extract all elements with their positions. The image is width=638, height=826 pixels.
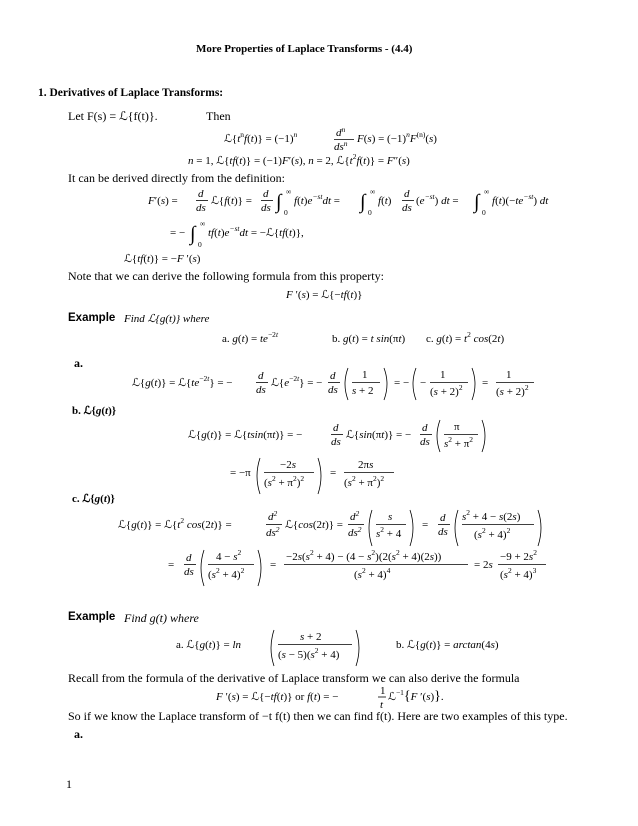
svg-text:d: d [422,422,428,434]
svg-text:s + 2: s + 2 [352,385,374,397]
svg-text:(s2 + 4)4: $(s^2 + 4)^4$ [354,566,391,581]
svg-text:(s + 2)2: $(s + 2)^2$ [496,383,529,398]
svg-text:(s2 + π2)2: $(s^2 + \pi^2)^2$ [344,474,385,489]
svg-text:∫: ∫ [276,191,282,213]
svg-text:ℒ{g(t)} = ℒ{t2 cos(2t)} =: ℒ{g(t)} = $ℒ\{t^2$ cos(2t)} = [118,516,232,531]
derivation-line-3 [124,250,284,268]
svg-text:∫: ∫ [474,191,480,213]
svg-text:b. g(t) = t sin(πt): b. g(t) = t sin(πt) [332,333,406,345]
svg-text:=: = [168,559,175,571]
svg-text:d: d [333,422,339,434]
svg-text:d2: $d^2$ [268,509,278,523]
svg-text:= −: = − [394,377,410,389]
svg-text:=: = [270,559,277,571]
svg-text:ℒ−1{F ′(s)}.: ℒ$^{-1}${F ′(s)}. [388,688,444,704]
svg-text:s2 + 4 − s(2s): $s^2 + 4 - s(2s)$ [462,508,521,523]
svg-text:tf(t)e−stdt = −ℒ{tf(t)},: $tf(t)e^{-st}dt$ = −ℒ{tf(t)}, [208,224,304,239]
example-1-c-solution-2 [168,548,568,588]
svg-text:2πs: 2πs [358,459,374,471]
svg-text:d: d [198,188,204,200]
svg-text:−9 + 2s2: $-9 + 2s^2$ [500,548,537,563]
svg-text:(s2 + 4)2: $(s^2 + 4)^2$ [474,526,511,541]
derivation-line-1 [148,184,568,220]
svg-text:d: d [404,188,410,200]
svg-text:1: 1 [362,369,368,381]
svg-text:−: − [420,377,427,389]
svg-text:(s − 5)(s2 + 4): $(s - 5)(s^2 + 4)$ [278,646,340,661]
svg-text:ds: ds [196,202,206,214]
recall-text: Recall from the formula of the derivative of Laplace transform we can also derive the formula [68,671,520,685]
svg-text:(e−st) dt =: $(e^{-st})$ dt = [416,192,459,207]
intro-then: Then [206,109,231,123]
svg-text:F′(s) =: F′(s) = [148,195,178,207]
svg-text:ds: ds [438,526,448,538]
svg-text:s2 + 4: $s^2 + 4$ [376,525,402,540]
svg-text:d: d [263,188,269,200]
svg-text:ds: ds [256,384,266,396]
svg-text:−2s: −2s [280,459,296,471]
svg-text:s: s [388,511,393,523]
example-1-b-label [72,402,172,420]
svg-text:∫: ∫ [360,191,366,213]
svg-text:d: d [440,512,446,524]
svg-text:b. ℒ{g(t)}: b. ℒ{g(t)} [72,405,117,417]
svg-text:c. g(t) = t2 cos(2t): c. $g(t) = t^2$ cos(2t) [426,330,505,345]
example-2-prompt: Find g(t) where [124,611,199,625]
svg-text:d: d [330,370,336,382]
svg-text:ds: ds [184,566,194,578]
example-1-parts [222,330,542,348]
example-1-a-label: a. [74,356,83,370]
svg-text:ds: ds [261,202,271,214]
svg-text:dsn: $ds^n$ [334,139,348,153]
svg-text:a. g(t) = te−2t: a. $g(t) = te^{-2t}$ [222,330,279,345]
derive-intro: It can be derived directly from the definition: [68,171,285,185]
svg-text:∞: ∞ [286,187,292,196]
example-1-b-solution-1 [188,418,508,456]
svg-text:(s2 + π2)2: $(s^2 + \pi^2)^2$ [264,474,305,489]
page-number: 1 [66,777,72,791]
svg-text:ds: ds [328,384,338,396]
svg-text:0: 0 [368,208,372,217]
svg-text:ℒ{cos(2t)} =: ℒ{cos(2t)} = [285,519,344,531]
example-1-a-solution [132,366,532,404]
svg-text:ℒ{g(t)} = ℒ{tsin(πt)} = −: ℒ{g(t)} = ℒ{tsin(πt)} = − [188,429,303,441]
svg-text:Find ℒ{g(t)} where: Find ℒ{g(t)} where [124,313,210,325]
example-1-c-label [72,490,172,508]
svg-text:4 − s2: $4 - s^2$ [216,548,242,563]
theorem-formula [224,124,524,154]
svg-text:0: 0 [482,208,486,217]
note-formula [286,286,416,304]
svg-text:c. ℒ{g(t)}: c. ℒ{g(t)} [72,493,115,505]
example-label: Example [68,312,116,324]
page-title: More Properties of Laplace Transforms - (4.4) [196,43,413,55]
intro-let: Let F(s) = ℒ{f(t)}. [68,109,158,123]
svg-text:=: = [482,377,489,389]
svg-text:d: d [258,370,264,382]
svg-text:π: π [454,421,460,433]
svg-text:ds: ds [331,436,341,448]
svg-text:(s + 2)2: $(s + 2)^2$ [430,383,463,398]
so-if-text: So if we know the Laplace transform of −t f(t) then we can find f(t). Here are two examples of this type. [68,709,568,723]
example-2-a-label: a. [74,727,83,741]
svg-text:∫: ∫ [190,223,196,245]
example-1-c-solution-1 [118,508,568,548]
svg-text:∞: ∞ [200,219,206,228]
svg-text:ds: ds [402,202,412,214]
svg-text:(s2 + 4)2: $(s^2 + 4)^2$ [208,566,245,581]
example-1-b-solution-2 [230,456,450,496]
svg-text:ℒ{f(t)} =: ℒ{f(t)} = [211,195,252,207]
example-label-2: Example [68,611,116,623]
svg-text:1: 1 [380,685,386,697]
svg-text:(s2 + 4)3: $(s^2 + 4)^3$ [500,566,537,581]
svg-text:s2 + π2: $s^2 + \pi^2$ [444,435,474,450]
svg-text:F ′(s) = ℒ{−tf(t)}: F ′(s) = ℒ{−tf(t)} [286,289,363,301]
svg-text:∞: ∞ [370,187,376,196]
note-text: Note that we can derive the following formula from this property: [68,269,384,283]
theorem-cases [188,152,508,170]
svg-text:f(t): f(t) [378,195,392,207]
svg-text:ℒ{sin(πt)} = −: ℒ{sin(πt)} = − [346,429,412,441]
svg-text:a. ℒ{g(t)} = ln: a. ℒ{g(t)} = ln [176,639,242,651]
derivation-line-2 [170,220,430,250]
svg-text:ℒ{tnf(t)} = (−1)n: $ℒ\{t^nf(t)\} = (-1)^n$ [224,130,298,145]
svg-text:b. ℒ{g(t)} = arctan(4s): b. ℒ{g(t)} = arctan(4s) [396,639,499,651]
svg-text:ℒ{g(t)} = ℒ{te−2t} = −: ℒ{g(t)} = $ℒ\{te^{-2t}\}$ = − [132,374,233,389]
svg-text:1: 1 [506,369,512,381]
svg-text:−2s(s2 + 4) − (4 − s2)(2(s2 +: $-2s(s^2 + 4) - (4 - s^2)(2(s^2 + 4)(2s))$ [286,548,442,563]
svg-text:=: = [330,467,337,479]
svg-text:F ′(s) = ℒ{−tf(t)} or f(t) = −: F ′(s) = ℒ{−tf(t)} or f(t) = − [216,691,339,703]
svg-text:ds2: $ds^2$ [348,525,362,539]
svg-text:= −: = − [170,227,186,239]
svg-text:F(s) = (−1)nF(n)(s): $F(s) = (-1)^nF^{(n)}(s)$ [357,130,437,145]
svg-text:f(t)(−te−st) dt: $f(t)(-te^{-st})$ dt [492,192,549,207]
svg-text:f(t)e−stdt =: $f(t)e^{-st}dt$ = [294,192,340,207]
svg-text:1: 1 [440,369,446,381]
svg-text:∞: ∞ [484,187,490,196]
svg-text:ds: ds [420,436,430,448]
svg-text:dn: $d^n$ [336,125,346,139]
svg-text:t: t [380,699,384,711]
svg-text:= −π: = −π [230,467,251,479]
svg-text:d2: $d^2$ [350,509,360,523]
example-2-parts [176,628,576,668]
svg-text:n = 1, ℒ{tf(t)} = (−1)F′(s),: n = 1, ℒ{tf(t)} = (−1)F′(s), n = 2, $ℒ\{t^2f(t)\} = F''(s)$ [188,152,410,167]
example-1-prompt [124,310,264,328]
svg-text:ℒ{e−2t} = −: $ℒ\{e^{-2t}\}$ = − [271,374,323,389]
svg-text:0: 0 [198,240,202,249]
svg-text:=: = [422,519,429,531]
svg-text:ℒ{tf(t)} = −F ′(s): ℒ{tf(t)} = −F ′(s) [124,253,201,265]
svg-text:s + 2: s + 2 [300,631,322,643]
svg-text:0: 0 [284,208,288,217]
svg-text:= 2s: = 2s [474,559,493,571]
svg-text:d: d [186,552,192,564]
section-heading: 1. Derivatives of Laplace Transforms: [38,87,224,99]
svg-text:ds2: $ds^2$ [266,525,280,539]
